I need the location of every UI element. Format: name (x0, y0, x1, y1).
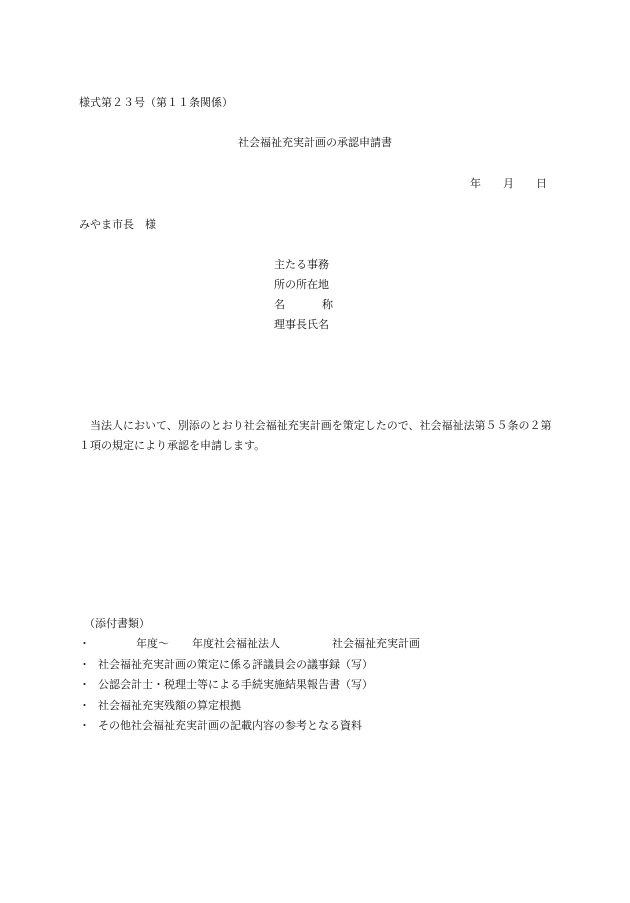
chair-name-label: 理事長氏名 (274, 318, 329, 331)
bullet: ・ (79, 678, 90, 691)
attachments-heading: （添付書類） (84, 617, 150, 630)
name-label (274, 298, 333, 318)
attachment-item-0-part3: 社会福祉充実計画 (332, 637, 420, 650)
form-number: 様式第２３号（第１１条関係） (79, 96, 233, 109)
attachment-item-1-text: 社会福祉充実計画の策定に係る評議員会の議事録（写） (98, 657, 373, 671)
attachment-item (79, 719, 420, 740)
document-title: 社会福祉充実計画の承認申請書 (238, 136, 392, 149)
name-label-char1: 名 (274, 298, 285, 311)
attachment-item (79, 678, 420, 699)
attachment-item-4-text: その他社会福祉充実計画の記載内容の参考となる資料 (98, 719, 362, 732)
attachment-item (79, 637, 420, 658)
attachment-item (79, 699, 420, 720)
applicant-block (274, 258, 333, 338)
attachment-item-2-text: 公認会計士・税理士等による手続実施結果報告書（写） (98, 678, 373, 691)
date-day-label: 日 (536, 177, 547, 190)
office-address-label-line2: 所の所在地 (274, 278, 329, 291)
attachment-item-0-part2: 年度社会福祉法人 (192, 637, 280, 650)
bullet: ・ (79, 719, 90, 732)
bullet: ・ (79, 637, 90, 650)
bullet: ・ (79, 657, 90, 671)
date-year-label: 年 (470, 177, 481, 190)
application-body: 当法人において、別添のとおり社会福祉充実計画を策定したので、社会福祉法第５５条の２第１項の規定により承認を申請します。 (79, 419, 552, 452)
attachment-item (79, 658, 420, 679)
addressee: みやま市長 様 (79, 218, 156, 231)
name-label-char2: 称 (322, 298, 333, 311)
date-month-label: 月 (503, 177, 514, 190)
office-address-label-line1: 主たる事務 (274, 258, 329, 271)
date-line (470, 177, 547, 190)
attachment-item-3-text: 社会福祉充実残額の算定根拠 (98, 698, 241, 712)
bullet: ・ (79, 698, 90, 712)
attachment-item-0-part1: 年度～ (136, 637, 169, 650)
attachments-list (79, 637, 420, 740)
